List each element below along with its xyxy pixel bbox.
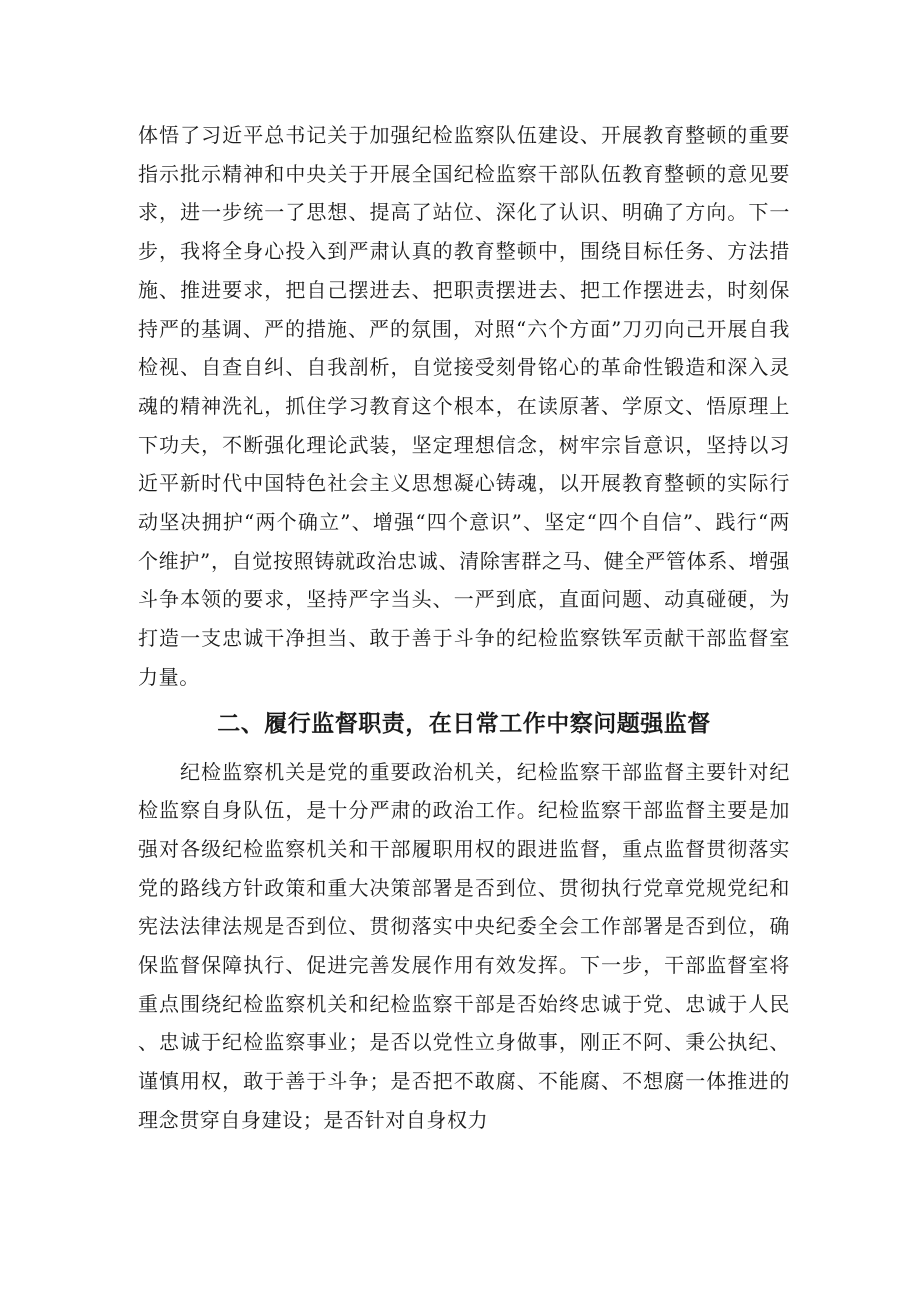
section-heading: 二、履行监督职责，在日常工作中察问题强监督 [217, 710, 711, 737]
body-paragraph: 纪检监察机关是党的重要政治机关，纪检监察干部监督主要针对纪检监察自身队伍，是十分严肃的政治工作。纪检监察干部监督主要是加强对各级纪检监察机关和干部履职用权的跟进监督，重点监督贯彻落实党的路线方针政策和重大决策部署是否到位、贯彻执行党章党规党纪和宪法法律法规是否到位、贯彻落实中央纪委全会工作部署是否到位，确保监督保障执行、促进完善发展作用有效发挥。下一步，干部监督室将重点围绕纪检监察机关和纪检监察干部是否始终忠诚于党、忠诚于人民、忠诚于纪检监察事业；是否以党性立身做事，刚正不阿、秉公执纪、谨慎用权，敢于善于斗争；是否把不敢腐、不能腐、不想腐一体推进的理念贯穿自身建设；是否针对自身权力 [138, 759, 790, 1132]
body-paragraph-continued: 体悟了习近平总书记关于加强纪检监察队伍建设、开展教育整顿的重要指示批示精神和中央关于开展全国纪检监察干部队伍教育整顿的意见要求，进一步统一了思想、提高了站位、深化了认识、明确了方向。下一步，我将全身心投入到严肃认真的教育整顿中，围绕目标任务、方法措施、推进要求，把自己摆进去、把职责摆进去、把工作摆进去，时刻保持严的基调、严的措施、严的氛围，对照“六个方面”刀刃向己开展自我检视、自查自纠、自我剖析，自觉接受刻骨铭心的革命性锻造和深入灵魂的精神洗礼，抓住学习教育这个根本，在读原著、学原文、悟原理上下功夫，不断强化理论武装，坚定理想信念，树牢宗旨意识，坚持以习近平新时代中国特色社会主义思想凝心铸魂，以开展教育整顿的实际行动坚决拥护“两个确立”、增强“四个意识”、坚定“四个自信”、践行“两个维护”，自觉按照铸就政治忠诚、清除害群之马、健全严管体系、增强斗争本领的要求，坚持严字当头、一严到底，直面问题、动真碰硬，为打造一支忠诚干净担当、敢于善于斗争的纪检监察铁军贡献干部监督室力量。 [138, 123, 790, 689]
document-page [138, 116, 790, 1140]
